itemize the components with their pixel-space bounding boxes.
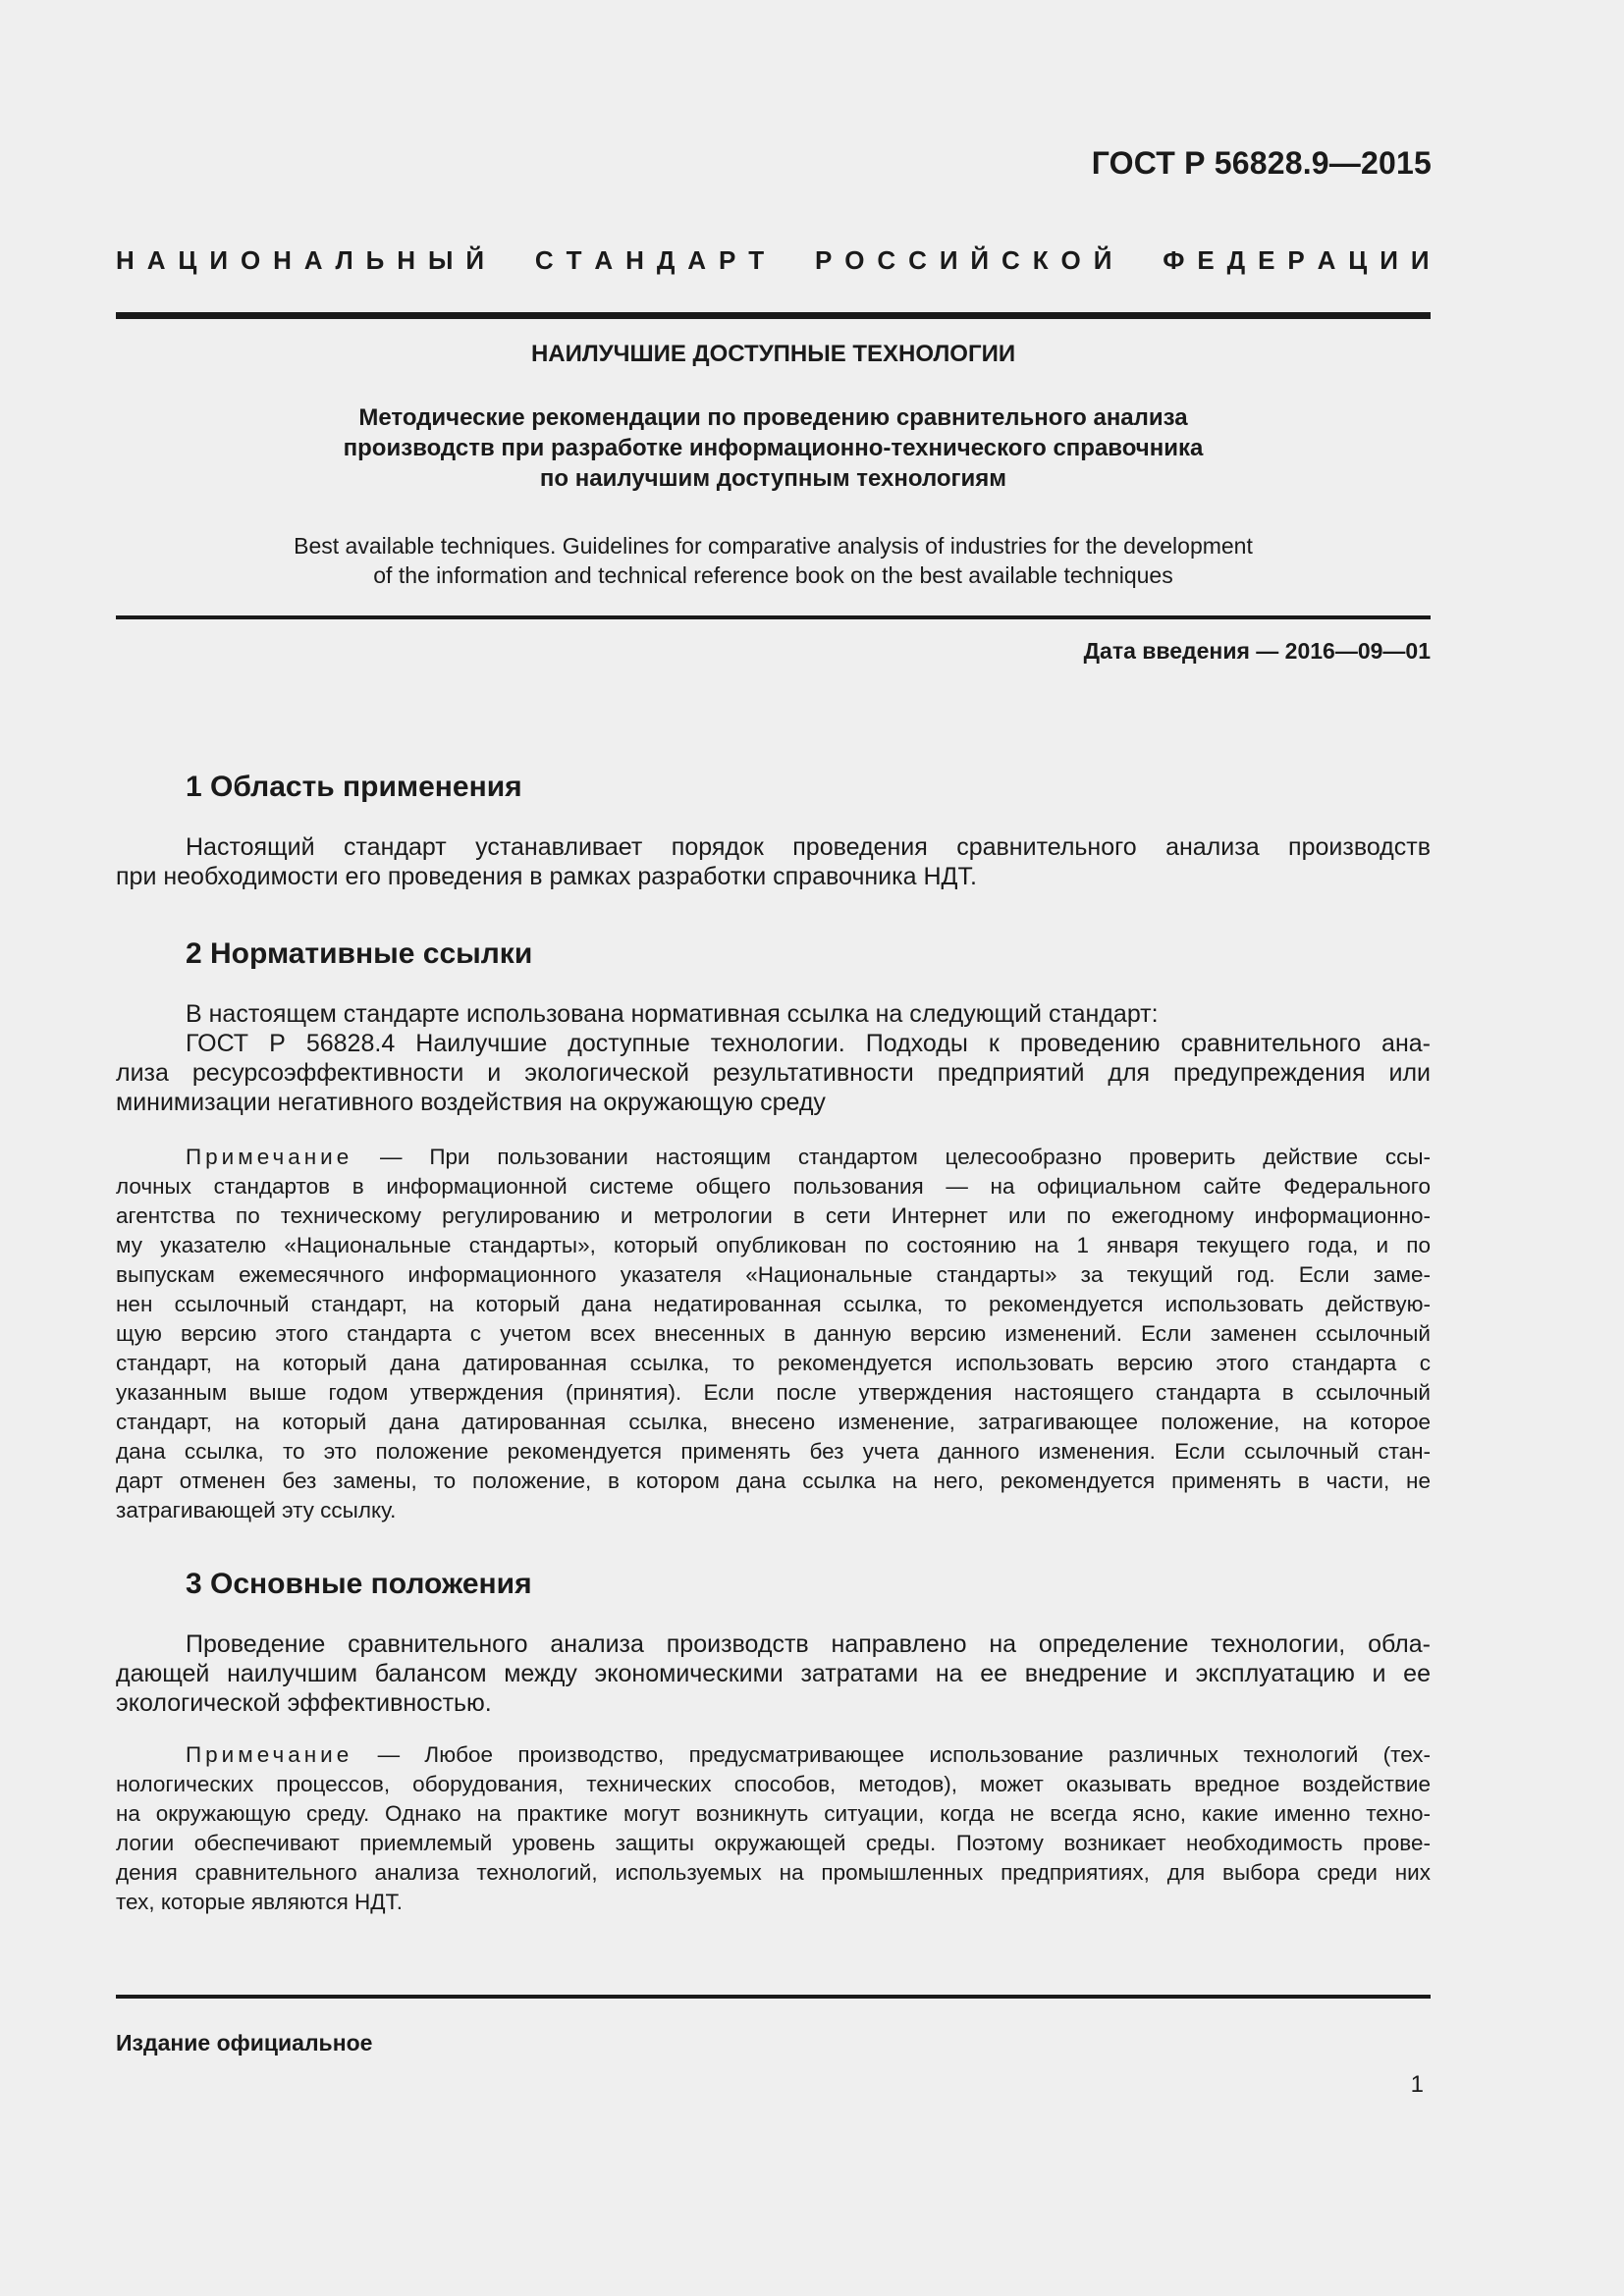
note-text: — При пользовании настоящим стандартом целесообразно проверить действие ссы- bbox=[352, 1145, 1431, 1169]
section-2-paragraph bbox=[116, 999, 1431, 1117]
banner-letter: И bbox=[939, 245, 958, 275]
reference-line: минимизации негативного воздействия на окружающую среду bbox=[116, 1089, 826, 1116]
banner-letter: Д bbox=[1226, 245, 1246, 275]
banner-letter: А bbox=[146, 245, 166, 275]
document-subtitle bbox=[116, 402, 1431, 494]
paragraph-line: при необходимости его проведения в рамках разработки справочника НДТ. bbox=[116, 863, 977, 890]
banner-letter: О bbox=[240, 245, 261, 275]
banner-letter: Н bbox=[116, 245, 135, 275]
banner-letter: О bbox=[1060, 245, 1081, 275]
note-line: дения сравнительного анализа технологий, используемых на промышленных предприятиях, для выбора среди них bbox=[116, 1860, 1431, 1885]
reference-line: ГОСТ Р 56828.4 Наилучшие доступные технологии. Подходы к проведению сравнительного ана- bbox=[186, 1030, 1431, 1057]
banner-letter: Н bbox=[397, 245, 416, 275]
note-label: Примечание bbox=[186, 1742, 353, 1767]
note-line: указанным выше годом утверждения (принятия). Если после утверждения настоящего стандарта в ссылочный bbox=[116, 1380, 1431, 1405]
paragraph-line: Проведение сравнительного анализа производств направлено на определение технологии, обла- bbox=[186, 1630, 1431, 1658]
banner-letter: Р bbox=[1287, 245, 1305, 275]
english-title bbox=[116, 531, 1431, 590]
banner-letter: А bbox=[1317, 245, 1336, 275]
banner-letter: Л bbox=[335, 245, 353, 275]
title-bottom-rule bbox=[116, 615, 1431, 619]
section-1-heading: 1 Область применения bbox=[186, 771, 522, 803]
banner-letter: Т bbox=[566, 245, 582, 275]
section-2-note bbox=[116, 1143, 1431, 1525]
note-line: лочных стандартов в информационной системе общего пользования — на официальном сайте Федерального bbox=[116, 1174, 1431, 1199]
note-line: на окружающую среду. Однако на практике могут возникнуть ситуации, когда не всегда ясно, какие именно техно- bbox=[116, 1801, 1431, 1826]
note-line: нологических процессов, оборудования, технических способов, методов), может оказывать вредное воздействие bbox=[116, 1772, 1431, 1796]
banner-letter: И bbox=[1380, 245, 1398, 275]
note-line: дана ссылка, то это положение рекомендуется применять без учета данного изменения. Если ссылочный стан- bbox=[116, 1439, 1431, 1464]
note-first-line bbox=[116, 1740, 1431, 1770]
note-line: агентства по техническому регулированию и метрологии в сети Интернет или по ежегодному информационно- bbox=[116, 1203, 1431, 1228]
banner-letter: Р bbox=[718, 245, 736, 275]
note-line: логии обеспечивают приемлемый уровень защиты окружающей среды. Поэтому возникает необходимость прове- bbox=[116, 1831, 1431, 1855]
page-number: 1 bbox=[1410, 2071, 1424, 2098]
banner-letter: Й bbox=[1093, 245, 1112, 275]
banner-letter: Р bbox=[814, 245, 833, 275]
note-line: дарт отменен без замены, то положение, в котором дана ссылка на него, рекомендуется применять в части, не bbox=[116, 1468, 1431, 1493]
section-3-note bbox=[116, 1740, 1431, 1917]
note-line: му указателю «Национальные стандарты», который опубликован по состоянию на 1 января текущего года, и по bbox=[116, 1233, 1431, 1257]
note-line: выпускам ежемесячного информационного указателя «Национальные стандарты» за текущий год. Если заме- bbox=[116, 1262, 1431, 1287]
banner-letter: Д bbox=[656, 245, 676, 275]
banner-letter: С bbox=[908, 245, 927, 275]
banner-letter: О bbox=[844, 245, 865, 275]
banner-letter: И bbox=[209, 245, 229, 275]
note-line: тех, которые являются НДТ. bbox=[116, 1890, 403, 1914]
banner-word-gap bbox=[1124, 245, 1150, 276]
banner-letter: Н bbox=[273, 245, 292, 275]
note-first-line bbox=[116, 1143, 1431, 1172]
banner-letter: Т bbox=[748, 245, 765, 275]
banner-word-gap bbox=[497, 245, 522, 276]
banner-letter: С bbox=[1001, 245, 1020, 275]
english-title-line: of the information and technical reference book on the best available techniques bbox=[373, 562, 1173, 588]
paragraph-line: экологической эффективностью. bbox=[116, 1689, 492, 1717]
note-text: — Любое производство, предусматривающее использование различных технологий (тех- bbox=[352, 1742, 1431, 1767]
subtitle-line: по наилучшим доступным технологиям bbox=[539, 465, 1007, 492]
banner-word-gap bbox=[777, 245, 802, 276]
banner-letter: А bbox=[687, 245, 707, 275]
reference-line: лиза ресурсоэффективности и экологической результативности предприятий для предупреждения или bbox=[116, 1059, 1431, 1087]
banner-letter: К bbox=[1032, 245, 1049, 275]
banner-letter: Е bbox=[1197, 245, 1215, 275]
footer-rule bbox=[116, 1995, 1431, 1999]
banner-letter: Ь bbox=[365, 245, 385, 275]
section-3-heading: 3 Основные положения bbox=[186, 1568, 532, 1600]
banner-letter: Ц bbox=[178, 245, 197, 275]
banner-letter: Ф bbox=[1163, 245, 1185, 275]
banner-letter: Й bbox=[465, 245, 485, 275]
section-3-paragraph bbox=[116, 1629, 1431, 1718]
paragraph-line: В настоящем стандарте использована нормативная ссылка на следующий стандарт: bbox=[186, 1000, 1159, 1028]
banner-letter: Й bbox=[970, 245, 990, 275]
banner-letter: С bbox=[534, 245, 554, 275]
subtitle-line: производств при разработке информационно-технического справочника bbox=[343, 435, 1204, 461]
subtitle-line: Методические рекомендации по проведению сравнительного анализа bbox=[358, 404, 1188, 431]
top-rule bbox=[116, 312, 1431, 319]
banner-letter: С bbox=[877, 245, 896, 275]
note-line: нен ссылочный стандарт, на который дана недатированная ссылка, то рекомендуется использовать действую- bbox=[116, 1292, 1431, 1316]
standard-designation: ГОСТ Р 56828.9—2015 bbox=[1091, 145, 1432, 181]
official-edition-label: Издание официальное bbox=[116, 2030, 373, 2056]
banner-letter: А bbox=[303, 245, 323, 275]
note-line: щую версию этого стандарта с учетом всех внесенных в данную версию изменений. Если заменен ссылочный bbox=[116, 1321, 1431, 1346]
note-line: стандарт, на который дана датированная ссылка, внесено изменение, затрагивающее положение, на которое bbox=[116, 1410, 1431, 1434]
section-1-paragraph bbox=[116, 832, 1431, 891]
banner-letter: Е bbox=[1258, 245, 1275, 275]
banner-letter: Ы bbox=[427, 245, 454, 275]
document-title: НАИЛУЧШИЕ ДОСТУПНЫЕ ТЕХНОЛОГИИ bbox=[530, 341, 1016, 367]
note-label: Примечание bbox=[186, 1145, 353, 1169]
paragraph-line: Настоящий стандарт устанавливает порядок проведения сравнительного анализа производств bbox=[186, 833, 1431, 861]
national-standard-banner bbox=[116, 245, 1430, 276]
section-2-heading: 2 Нормативные ссылки bbox=[186, 937, 533, 970]
banner-letter: Ц bbox=[1348, 245, 1368, 275]
paragraph-line: дающей наилучшим балансом между экономическими затратами на ее внедрение и эксплуатацию и ее bbox=[116, 1660, 1431, 1687]
banner-letter: Н bbox=[625, 245, 644, 275]
note-line: стандарт, на который дана датированная ссылка, то рекомендуется использовать версию этого стандарта с bbox=[116, 1351, 1431, 1375]
english-title-line: Best available techniques. Guidelines for comparative analysis of industries for the development bbox=[294, 533, 1253, 559]
banner-letter: И bbox=[1410, 245, 1430, 275]
note-line: затрагивающей эту ссылку. bbox=[116, 1498, 397, 1522]
introduction-date: Дата введения — 2016—09—01 bbox=[1083, 638, 1431, 664]
banner-letter: А bbox=[594, 245, 614, 275]
